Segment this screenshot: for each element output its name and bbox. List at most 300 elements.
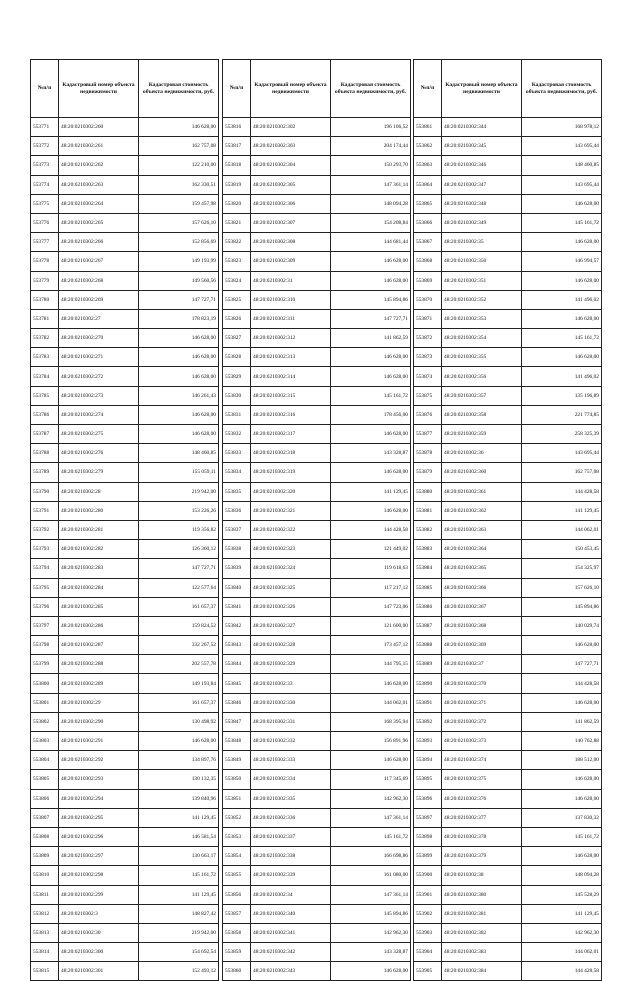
cadastral-number: 48:20:0210302:347 [442, 175, 522, 194]
cadastral-cost: 144 428,58 [522, 962, 602, 981]
cadastral-cost: 145 894,86 [331, 290, 411, 309]
row-number: 553884 [414, 559, 442, 578]
cadastral-number: 48:20:0210302:321 [251, 501, 331, 520]
cadastral-cost: 166 698,86 [331, 847, 411, 866]
cadastral-cost: 134 897,76 [139, 751, 219, 770]
table-row [414, 655, 602, 674]
cadastral-number: 48:20:0210302:33 [251, 674, 331, 693]
cadastral-number: 48:20:0210302:289 [59, 674, 139, 693]
cadastral-cost: 143 695,44 [522, 175, 602, 194]
cadastral-number: 48:20:0210302:288 [59, 655, 139, 674]
table-row [31, 732, 219, 751]
cadastral-number: 48:20:0210302:338 [251, 847, 331, 866]
cadastral-number: 48:20:0210302:35 [442, 233, 522, 252]
row-number: 553846 [223, 693, 251, 712]
table-row [31, 962, 219, 981]
row-number: 553833 [223, 444, 251, 463]
row-number: 553801 [31, 693, 59, 712]
cadastral-cost: 152 493,12 [139, 962, 219, 981]
table-row [31, 943, 219, 962]
table-row [31, 118, 219, 137]
cadastral-number: 48:20:0210302:384 [442, 962, 522, 981]
row-number: 553875 [414, 386, 442, 405]
cadastral-cost: 146 628,00 [522, 194, 602, 213]
row-number: 553811 [31, 885, 59, 904]
row-number: 553892 [414, 712, 442, 731]
cadastral-cost: 142 962,30 [331, 789, 411, 808]
cadastral-number: 48:20:0210302:383 [442, 943, 522, 962]
cadastral-cost: 147 727,71 [522, 655, 602, 674]
row-number: 553898 [414, 827, 442, 846]
cadastral-number: 48:20:0210302:34 [251, 885, 331, 904]
table-row [31, 559, 219, 578]
row-number: 553820 [223, 194, 251, 213]
table-row [31, 194, 219, 213]
cadastral-cost: 119 618,63 [331, 559, 411, 578]
cadastral-cost: 147 727,71 [139, 559, 219, 578]
cadastral-cost: 117 345,69 [331, 770, 411, 789]
table-row [414, 329, 602, 348]
table-row [414, 386, 602, 405]
row-number: 553831 [223, 405, 251, 424]
table-row [223, 463, 411, 482]
table-row [414, 175, 602, 194]
table-row [414, 808, 602, 827]
table-row [223, 847, 411, 866]
table-row [414, 732, 602, 751]
table-row [31, 290, 219, 309]
cadastral-number: 48:20:0210302:318 [251, 444, 331, 463]
table-row [223, 425, 411, 444]
cadastral-number: 48:20:0210302:308 [251, 233, 331, 252]
cadastral-cost: 148 460,85 [522, 156, 602, 175]
cadastral-cost: 157 626,10 [522, 578, 602, 597]
header-num: №п/п [223, 60, 251, 118]
cadastral-number: 48:20:0210302:276 [59, 444, 139, 463]
cadastral-number: 48:20:0210302:364 [442, 540, 522, 559]
row-number: 553897 [414, 808, 442, 827]
row-number: 553817 [223, 137, 251, 156]
row-number: 553899 [414, 847, 442, 866]
table-row [31, 808, 219, 827]
cadastral-cost: 144 681,44 [331, 233, 411, 252]
cadastral-number: 48:20:0210302:326 [251, 597, 331, 616]
cadastral-cost: 126 360,12 [139, 540, 219, 559]
table-row [31, 463, 219, 482]
row-number: 553853 [223, 827, 251, 846]
row-number: 553783 [31, 348, 59, 367]
cadastral-number: 48:20:0210302:358 [442, 405, 522, 424]
table-row [414, 693, 602, 712]
row-number: 553824 [223, 271, 251, 290]
table-row [31, 501, 219, 520]
cadastral-number: 48:20:0210302:319 [251, 463, 331, 482]
row-number: 553786 [31, 405, 59, 424]
cadastral-number: 48:20:0210302:292 [59, 751, 139, 770]
row-number: 553791 [31, 501, 59, 520]
cadastral-number: 48:20:0210302:312 [251, 329, 331, 348]
row-number: 553857 [223, 904, 251, 923]
cadastral-number: 48:20:0210302:273 [59, 386, 139, 405]
cadastral-cost: 141 862,59 [522, 712, 602, 731]
cadastral-cost: 143 328,87 [331, 943, 411, 962]
cadastral-cost: 154 208,84 [331, 213, 411, 232]
row-number: 553876 [414, 405, 442, 424]
cadastral-number: 48:20:0210302:300 [59, 943, 139, 962]
cadastral-number: 48:20:0210302:350 [442, 252, 522, 271]
cadastral-number: 48:20:0210302:271 [59, 348, 139, 367]
cadastral-cost: 119 356,82 [139, 520, 219, 539]
cadastral-cost: 144 795,15 [331, 655, 411, 674]
cadastral-cost: 157 626,10 [139, 213, 219, 232]
cadastral-cost: 161 657,37 [139, 597, 219, 616]
cadastral-number: 48:20:0210302:373 [442, 732, 522, 751]
row-number: 553856 [223, 885, 251, 904]
table-row [223, 943, 411, 962]
cadastral-cost: 219 942,00 [139, 482, 219, 501]
row-number: 553788 [31, 444, 59, 463]
cadastral-number: 48:20:0210302:337 [251, 827, 331, 846]
cadastral-cost: 146 628,00 [522, 636, 602, 655]
row-number: 553825 [223, 290, 251, 309]
cadastral-cost: 146 628,00 [522, 693, 602, 712]
cadastral-number: 48:20:0210302:341 [251, 923, 331, 942]
row-number: 553795 [31, 578, 59, 597]
cadastral-cost: 146 628,00 [522, 847, 602, 866]
cadastral-number: 48:20:0210302:340 [251, 904, 331, 923]
cadastral-number: 48:20:0210302:316 [251, 405, 331, 424]
cadastral-cost: 147 723,06 [331, 597, 411, 616]
row-number: 553782 [31, 329, 59, 348]
row-number: 553849 [223, 751, 251, 770]
cadastral-cost: 145 161,72 [522, 213, 602, 232]
cadastral-cost: 141 129,45 [139, 885, 219, 904]
cadastral-number: 48:20:0210302:334 [251, 770, 331, 789]
cadastral-cost: 146 628,00 [522, 348, 602, 367]
cadastral-cost: 145 894,86 [522, 597, 602, 616]
cadastral-number: 48:20:0210302:354 [442, 329, 522, 348]
row-number: 553834 [223, 463, 251, 482]
row-number: 553840 [223, 578, 251, 597]
table-row [31, 252, 219, 271]
row-number: 553868 [414, 252, 442, 271]
cadastral-number: 48:20:0210302:283 [59, 559, 139, 578]
table-row [31, 309, 219, 328]
row-number: 553818 [223, 156, 251, 175]
cadastral-number: 48:20:0210302:264 [59, 194, 139, 213]
cadastral-cost: 146 261,43 [139, 386, 219, 405]
cadastral-cost: 221 774,85 [522, 405, 602, 424]
cadastral-number: 48:20:0210302:360 [442, 463, 522, 482]
row-number: 553883 [414, 540, 442, 559]
table-row [414, 751, 602, 770]
row-number: 553775 [31, 194, 59, 213]
cadastral-number: 48:20:0210302:270 [59, 329, 139, 348]
cadastral-number: 48:20:0210302:331 [251, 712, 331, 731]
cadastral-number: 48:20:0210302:381 [442, 904, 522, 923]
row-number: 553847 [223, 712, 251, 731]
cadastral-cost: 146 628,00 [522, 271, 602, 290]
row-number: 553838 [223, 540, 251, 559]
table-row [31, 885, 219, 904]
cadastral-number: 48:20:0210302:349 [442, 213, 522, 232]
row-number: 553776 [31, 213, 59, 232]
row-number: 553828 [223, 348, 251, 367]
cadastral-number: 48:20:0210302:368 [442, 616, 522, 635]
cadastral-number: 48:20:0210302:307 [251, 213, 331, 232]
table-row [414, 847, 602, 866]
registry-table-1 [30, 59, 219, 981]
table-row [31, 405, 219, 424]
cadastral-number: 48:20:0210302:265 [59, 213, 139, 232]
table-row [223, 578, 411, 597]
cadastral-number: 48:20:0210302:38 [442, 866, 522, 885]
cadastral-number: 48:20:0210302:323 [251, 540, 331, 559]
cadastral-number: 48:20:0210302:279 [59, 463, 139, 482]
row-number: 553854 [223, 847, 251, 866]
table-row [223, 118, 411, 137]
cadastral-cost: 147 727,71 [331, 309, 411, 328]
cadastral-number: 48:20:0210302:320 [251, 482, 331, 501]
row-number: 553787 [31, 425, 59, 444]
cadastral-cost: 178 456,00 [331, 405, 411, 424]
cadastral-cost: 146 628,00 [522, 309, 602, 328]
table-row [223, 655, 411, 674]
table-row [414, 309, 602, 328]
cadastral-cost: 145 894,86 [331, 904, 411, 923]
cadastral-cost: 137 830,32 [522, 808, 602, 827]
cadastral-number: 48:20:0210302:379 [442, 847, 522, 866]
table-row [223, 827, 411, 846]
row-number: 553779 [31, 271, 59, 290]
cadastral-cost: 145 161,72 [139, 866, 219, 885]
table-row [223, 137, 411, 156]
table-row [414, 674, 602, 693]
row-number: 553845 [223, 674, 251, 693]
table-row [414, 770, 602, 789]
table-row [223, 175, 411, 194]
row-number: 553814 [31, 943, 59, 962]
table-row [223, 616, 411, 635]
header-cadastral-number: Кадастровый номер объекта недвижимости [251, 60, 331, 118]
table-row [31, 425, 219, 444]
cadastral-cost: 146 628,00 [331, 425, 411, 444]
table-row [223, 770, 411, 789]
cadastral-cost: 141 496,02 [522, 367, 602, 386]
cadastral-number: 48:20:0210302:291 [59, 732, 139, 751]
row-number: 553880 [414, 482, 442, 501]
cadastral-number: 48:20:0210302:374 [442, 751, 522, 770]
row-number: 553771 [31, 118, 59, 137]
table-row [223, 674, 411, 693]
table-row [414, 405, 602, 424]
cadastral-number: 48:20:0210302:295 [59, 808, 139, 827]
cadastral-cost: 143 328,87 [331, 444, 411, 463]
cadastral-cost: 140 762,88 [522, 732, 602, 751]
cadastral-number: 48:20:0210302:333 [251, 751, 331, 770]
cadastral-number: 48:20:0210302:260 [59, 118, 139, 137]
row-number: 553808 [31, 827, 59, 846]
cadastral-number: 48:20:0210302:376 [442, 789, 522, 808]
table-row [223, 540, 411, 559]
row-number: 553878 [414, 444, 442, 463]
cadastral-number: 48:20:0210302:285 [59, 597, 139, 616]
cadastral-number: 48:20:0210302:304 [251, 156, 331, 175]
row-number: 553905 [414, 962, 442, 981]
cadastral-cost: 154 325,97 [522, 559, 602, 578]
table-row [31, 597, 219, 616]
cadastral-number: 48:20:0210302:282 [59, 540, 139, 559]
row-number: 553836 [223, 501, 251, 520]
cadastral-number: 48:20:0210302:375 [442, 770, 522, 789]
cadastral-cost: 145 161,72 [522, 329, 602, 348]
cadastral-cost: 144 062,01 [522, 943, 602, 962]
cadastral-number: 48:20:0210302:329 [251, 655, 331, 674]
cadastral-cost: 162 757,08 [522, 463, 602, 482]
table-row [31, 636, 219, 655]
row-number: 553839 [223, 559, 251, 578]
cadastral-number: 48:20:0210302:343 [251, 962, 331, 981]
cadastral-number: 48:20:0210302:296 [59, 827, 139, 846]
table-row [31, 847, 219, 866]
cadastral-cost: 145 161,72 [522, 827, 602, 846]
table-row [31, 175, 219, 194]
cadastral-cost: 162 330,51 [139, 175, 219, 194]
table-row [223, 885, 411, 904]
table-row [414, 789, 602, 808]
table-row [414, 540, 602, 559]
cadastral-cost: 146 628,00 [139, 405, 219, 424]
cadastral-cost: 146 628,00 [522, 770, 602, 789]
header-cadastral-number: Кадастровый номер объекта недвижимости [442, 60, 522, 118]
row-number: 553809 [31, 847, 59, 866]
row-number: 553862 [414, 137, 442, 156]
cadastral-cost: 161 080,00 [331, 866, 411, 885]
table-row [31, 329, 219, 348]
table-row [31, 348, 219, 367]
table-row [414, 156, 602, 175]
header-cadastral-cost: Кадастровая стоимость объекта недвижимости, руб. [522, 60, 602, 118]
cadastral-cost: 156 891,96 [331, 732, 411, 751]
row-number: 553777 [31, 233, 59, 252]
cadastral-cost: 146 628,00 [139, 118, 219, 137]
row-number: 553877 [414, 425, 442, 444]
cadastral-cost: 159 824,52 [139, 616, 219, 635]
table-row [31, 789, 219, 808]
table-row [223, 866, 411, 885]
table-row [31, 923, 219, 942]
table-row [31, 540, 219, 559]
cadastral-cost: 149 193,84 [139, 674, 219, 693]
row-number: 553780 [31, 290, 59, 309]
cadastral-cost: 146 628,00 [331, 962, 411, 981]
table-row [414, 616, 602, 635]
row-number: 553872 [414, 329, 442, 348]
cadastral-number: 48:20:0210302:369 [442, 636, 522, 655]
row-number: 553894 [414, 751, 442, 770]
table-row [31, 616, 219, 635]
table-row [414, 271, 602, 290]
row-number: 553848 [223, 732, 251, 751]
cadastral-number: 48:20:0210302:342 [251, 943, 331, 962]
row-number: 553790 [31, 482, 59, 501]
cadastral-number: 48:20:0210302:29 [59, 693, 139, 712]
cadastral-number: 48:20:0210302:330 [251, 693, 331, 712]
cadastral-number: 48:20:0210302:269 [59, 290, 139, 309]
cadastral-number: 48:20:0210302:3 [59, 904, 139, 923]
row-number: 553902 [414, 904, 442, 923]
table-row [414, 578, 602, 597]
cadastral-number: 48:20:0210302:355 [442, 348, 522, 367]
cadastral-cost: 141 129,45 [331, 482, 411, 501]
table-row [31, 156, 219, 175]
cadastral-number: 48:20:0210302:362 [442, 501, 522, 520]
cadastral-cost: 141 496,02 [522, 290, 602, 309]
table-row [31, 386, 219, 405]
cadastral-number: 48:20:0210302:367 [442, 597, 522, 616]
row-number: 553774 [31, 175, 59, 194]
table-row [414, 252, 602, 271]
row-number: 553798 [31, 636, 59, 655]
cadastral-number: 48:20:0210302:281 [59, 520, 139, 539]
table-row [31, 213, 219, 232]
cadastral-number: 48:20:0210302:311 [251, 309, 331, 328]
table-row [414, 137, 602, 156]
cadastral-number: 48:20:0210302:301 [59, 962, 139, 981]
cadastral-number: 48:20:0210302:302 [251, 118, 331, 137]
cadastral-number: 48:20:0210302:361 [442, 482, 522, 501]
header-cadastral-number: Кадастровый номер объекта недвижимости [59, 60, 139, 118]
table-row [414, 559, 602, 578]
cadastral-number: 48:20:0210302:371 [442, 693, 522, 712]
cadastral-number: 48:20:0210302:332 [251, 732, 331, 751]
table-row [31, 482, 219, 501]
cadastral-number: 48:20:0210302:377 [442, 808, 522, 827]
cadastral-cost: 149 193,99 [139, 252, 219, 271]
table-row [223, 501, 411, 520]
cadastral-cost: 147 361,14 [331, 175, 411, 194]
table-row [223, 194, 411, 213]
row-number: 553822 [223, 233, 251, 252]
cadastral-number: 48:20:0210302:324 [251, 559, 331, 578]
cadastral-cost: 146 628,00 [331, 271, 411, 290]
cadastral-number: 48:20:0210302:274 [59, 405, 139, 424]
table-row [414, 866, 602, 885]
row-number: 553866 [414, 213, 442, 232]
row-number: 553885 [414, 578, 442, 597]
cadastral-number: 48:20:0210302:287 [59, 636, 139, 655]
table-row [223, 597, 411, 616]
row-number: 553794 [31, 559, 59, 578]
table-row [414, 885, 602, 904]
table-row [414, 463, 602, 482]
table-row [31, 520, 219, 539]
table-row [414, 194, 602, 213]
row-number: 553778 [31, 252, 59, 271]
table-row [414, 597, 602, 616]
cadastral-number: 48:20:0210302:30 [59, 923, 139, 942]
cadastral-cost: 146 628,00 [139, 732, 219, 751]
cadastral-number: 48:20:0210302:303 [251, 137, 331, 156]
registry-table-3 [413, 59, 602, 981]
row-number: 553873 [414, 348, 442, 367]
cadastral-number: 48:20:0210302:356 [442, 367, 522, 386]
row-number: 553781 [31, 309, 59, 328]
row-number: 553792 [31, 520, 59, 539]
cadastral-cost: 152 856,69 [139, 233, 219, 252]
table-row [414, 213, 602, 232]
cadastral-cost: 130 132,35 [139, 770, 219, 789]
